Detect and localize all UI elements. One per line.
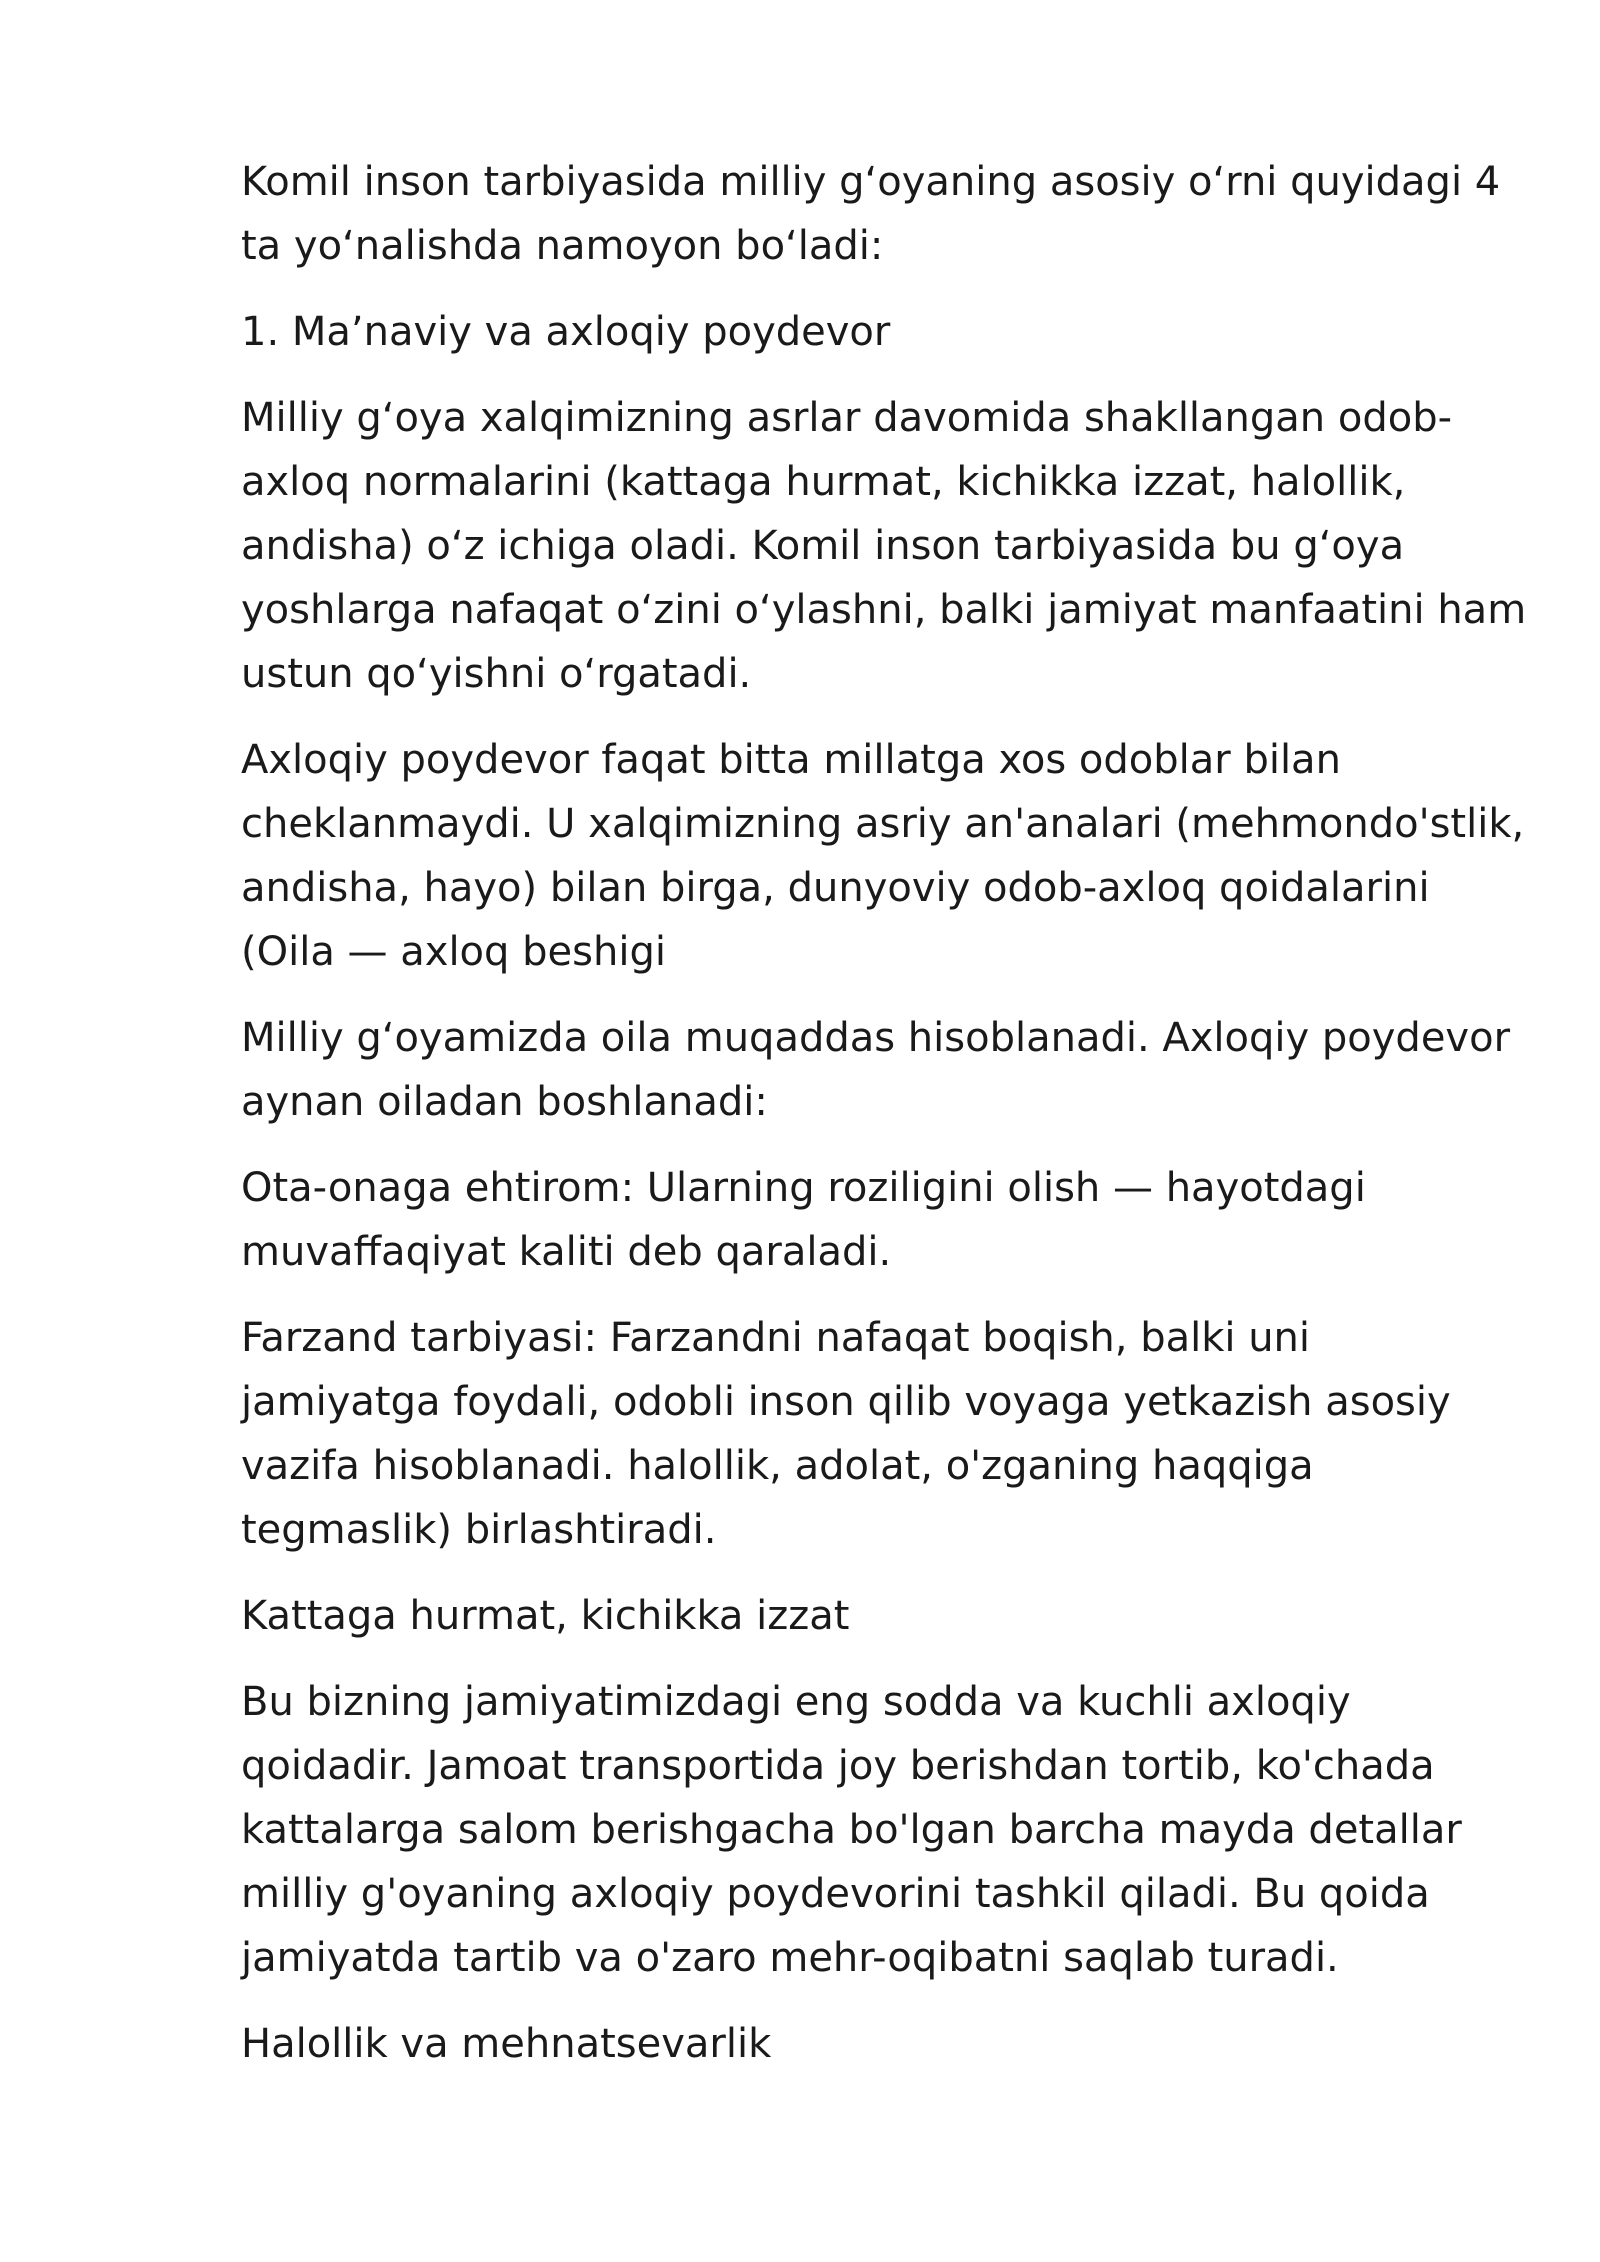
text-line: cheklanmaydi. U xalqimizning asriy an'analari (mehmondo'stlik, (241, 801, 1525, 847)
text-line: Bu bizning jamiyatimizdagi eng sodda va kuchli axloqiy (241, 1679, 1351, 1725)
text-line: aynan oiladan boshlanadi: (241, 1079, 768, 1125)
text-line: Milliy g‘oya xalqimizning asrlar davomida shakllangan odob- (241, 395, 1453, 441)
text-line: kattalarga salom berishgacha bo'lgan barcha mayda detallar (241, 1807, 1462, 1853)
text-line: axloq normalarini (kattaga hurmat, kichikka izzat, halollik, (241, 459, 1406, 505)
section-heading (241, 2012, 1511, 2076)
text-line: Kattaga hurmat, kichikka izzat (241, 1593, 850, 1639)
text-line: jamiyatda tartib va o'zaro mehr-oqibatni saqlab turadi. (241, 1935, 1339, 1981)
paragraph (241, 1006, 1511, 1134)
text-line: qoidadir. Jamoat transportida joy berishdan tortib, ko'chada (241, 1743, 1435, 1789)
paragraph (241, 1156, 1511, 1284)
paragraph-intro (241, 150, 1511, 278)
text-line: andisha) o‘z ichiga oladi. Komil inson tarbiyasida bu g‘oya (241, 523, 1405, 569)
text-line: tegmaslik) birlashtiradi. (241, 1507, 717, 1553)
text-line: Farzand tarbiyasi: Farzandni nafaqat boqish, balki uni (241, 1315, 1311, 1361)
paragraph (241, 1306, 1511, 1562)
text-line: ustun qo‘yishni o‘rgatadi. (241, 651, 752, 697)
text-line: Halollik va mehnatsevarlik (241, 2021, 772, 2067)
section-heading (241, 1584, 1511, 1648)
text-line: milliy g'oyaning axloqiy poydevorini tashkil qiladi. Bu qoida (241, 1871, 1430, 1917)
text-line: vazifa hisoblanadi. halollik, adolat, o'zganing haqqiga (241, 1443, 1314, 1489)
text-line: yoshlarga nafaqat o‘zini o‘ylashni, balki jamiyat manfaatini ham (241, 587, 1527, 633)
text-line: (Oila — axloq beshigi (241, 929, 666, 975)
text-line: jamiyatga foydali, odobli inson qilib voyaga yetkazish asosiy (241, 1379, 1451, 1425)
section-heading (241, 300, 1511, 364)
text-line: Axloqiy poydevor faqat bitta millatga xos odoblar bilan (241, 737, 1341, 783)
text-line: Ota-onaga ehtirom: Ularning roziligini olish — hayotdagi (241, 1165, 1366, 1211)
text-line: Komil inson tarbiyasida milliy g‘oyaning asosiy o‘rni quyidagi 4 (241, 159, 1501, 205)
text-line: ta yo‘nalishda namoyon bo‘ladi: (241, 223, 884, 269)
text-line: 1. Ma’naviy va axloqiy poydevor (241, 309, 891, 355)
text-line: Milliy g‘oyamizda oila muqaddas hisoblanadi. Axloqiy poydevor (241, 1015, 1511, 1061)
document-body (241, 150, 1527, 2098)
paragraph (241, 1670, 1511, 1990)
paragraph (241, 728, 1525, 984)
paragraph (241, 386, 1527, 706)
text-line: andisha, hayo) bilan birga, dunyoviy odob-axloq qoidalarini (241, 865, 1430, 911)
text-line: muvaffaqiyat kaliti deb qaraladi. (241, 1229, 892, 1275)
